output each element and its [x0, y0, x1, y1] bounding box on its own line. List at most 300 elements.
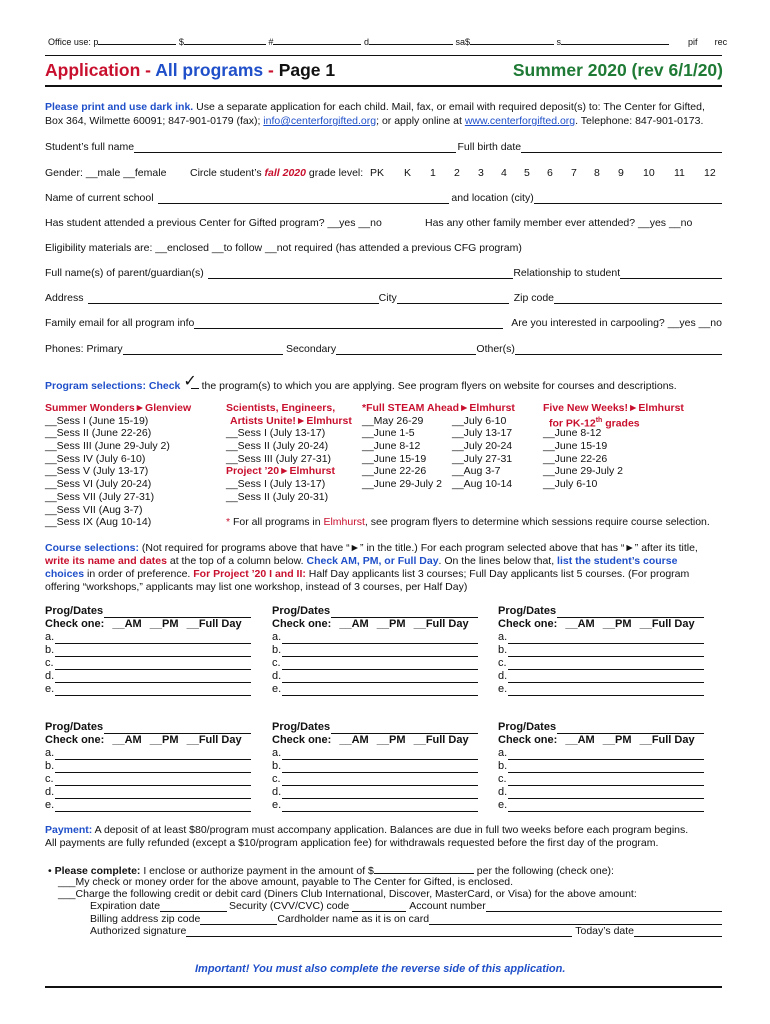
five-new-weeks-grades-sup: th [595, 416, 603, 424]
prog-dates-row [498, 605, 704, 618]
pm-option[interactable]: __PM [149, 734, 179, 746]
primary-phone-label: Phones: Primary [45, 343, 123, 355]
full-day-option[interactable]: __Full Day [639, 734, 695, 746]
office-s-field[interactable] [561, 34, 669, 45]
website-link[interactable]: www.centerforgifted.org [464, 115, 576, 127]
prog-dates-field[interactable] [331, 723, 478, 734]
program-selections-rest: the program(s) to which you are applying. See program flyers on website for courses and descriptions. [198, 380, 677, 392]
session-option[interactable]: __June 15-19 [543, 440, 608, 453]
course-choice-field[interactable] [282, 775, 478, 786]
course-choice-field[interactable] [55, 685, 251, 696]
full-day-option[interactable]: __Full Day [639, 618, 695, 630]
five-new-weeks-grades-a: for PK-12 [549, 417, 596, 430]
course-choice-line [498, 760, 704, 773]
five-new-weeks-grades-b: grades [602, 417, 640, 430]
prog-dates-field[interactable] [557, 607, 704, 618]
prog-dates-row [272, 605, 478, 618]
page-title [45, 60, 335, 81]
full-day-option[interactable]: __Full Day [413, 734, 469, 746]
full-day-option[interactable]: __Full Day [186, 618, 242, 630]
signature-label: Authorized signature [90, 925, 187, 937]
previous-program-question[interactable]: Has student attended a previous Center for Gifted program? __yes __no [45, 217, 382, 229]
course-choice-field[interactable] [508, 801, 704, 812]
parents-row [45, 267, 722, 279]
course-choice-line [272, 683, 478, 696]
email-link[interactable]: info@centerforgifted.org [263, 115, 377, 127]
full-day-option[interactable]: __Full Day [186, 734, 242, 746]
am-option[interactable]: __AM [339, 618, 369, 630]
birth-date-label: Full birth date [457, 141, 522, 153]
course-selection-block [498, 721, 704, 812]
am-option[interactable]: __AM [112, 618, 142, 630]
course-choice-field[interactable] [508, 672, 704, 683]
intro-line-2 [45, 115, 703, 127]
check-one-label: Check one: [45, 618, 105, 630]
school-row [45, 192, 722, 204]
course-selections-p1: (Not required for programs above that have “►” in the title.) For each program selected above that has “►” after its title, [138, 542, 698, 554]
course-choice-field[interactable] [508, 762, 704, 773]
check-one-row [272, 734, 478, 747]
course-choice-line [45, 644, 251, 657]
course-choice-letter: b. [272, 644, 282, 656]
office-d-field[interactable] [369, 34, 453, 45]
course-choice-line [272, 747, 478, 760]
title-page: Page 1 [278, 60, 336, 80]
pm-option[interactable]: __PM [376, 618, 406, 630]
expiration-field[interactable] [160, 901, 227, 912]
session-option[interactable]: __June 29-July 2 [362, 478, 442, 491]
course-choice-line [45, 760, 251, 773]
session-option[interactable]: __Sess I (June 15-19) [45, 414, 149, 427]
charge-option-row [58, 888, 637, 900]
gender-row [45, 167, 166, 179]
session-option[interactable]: __July 6-10 [452, 414, 507, 427]
course-selections-p2-mid: at the top of a column below. [166, 555, 307, 567]
birth-date-field[interactable] [521, 142, 722, 153]
course-choice-field[interactable] [508, 685, 704, 696]
check-one-row [45, 734, 251, 747]
course-choice-field[interactable] [55, 633, 251, 644]
course-choice-letter: c. [272, 657, 281, 669]
office-d-label: d [363, 37, 369, 47]
important-notice: Important! You must also complete the reverse side of this application. [195, 963, 566, 975]
course-choice-field[interactable] [282, 801, 478, 812]
please-complete-label: Please complete: [54, 865, 141, 877]
course-choice-letter: d. [272, 670, 282, 682]
course-choice-line [272, 786, 478, 799]
previous-program-row [45, 217, 382, 229]
course-choice-letter: d. [45, 670, 55, 682]
course-choice-letter: e. [498, 799, 508, 811]
course-selections-p2-rest: . On the lines below that, [438, 555, 558, 567]
todays-date-label: Today’s date [575, 925, 634, 937]
secondary-phone-label: Secondary [285, 343, 337, 355]
office-use-label: Office use: p [48, 37, 99, 47]
check-payment-option[interactable]: ___My check or money order for the above amount, payable to The Center for Gifted, is enclosed. [58, 876, 514, 888]
course-choice-line [498, 799, 704, 812]
payment-amount-field[interactable] [374, 863, 474, 874]
course-choice-field[interactable] [508, 659, 704, 670]
course-selections-line-3 [45, 568, 689, 580]
course-choice-letter: e. [45, 683, 55, 695]
prog-dates-label: Prog/Dates [45, 605, 104, 617]
office-use-line [48, 34, 728, 47]
session-option[interactable]: __Sess V (July 13-17) [45, 465, 149, 478]
course-choice-letter: a. [45, 747, 55, 759]
primary-phone-field[interactable] [123, 344, 283, 355]
session-option[interactable]: __Sess II (July 20-24) [226, 440, 329, 453]
office-rec-label: rec [714, 37, 728, 47]
check-one-row [45, 618, 251, 631]
office-hash-field[interactable] [273, 34, 361, 45]
course-choice-line [45, 799, 251, 812]
check-one-row [498, 734, 704, 747]
course-choice-letter: c. [498, 773, 507, 785]
expiration-label: Expiration date [90, 900, 161, 912]
course-choice-field[interactable] [282, 685, 478, 696]
session-option[interactable]: __Sess I (July 13-17) [226, 478, 326, 491]
course-selections-line-2 [45, 555, 677, 567]
course-choice-field[interactable] [508, 775, 704, 786]
grade-option[interactable]: 6 [547, 167, 553, 179]
course-choice-letter: a. [272, 747, 282, 759]
office-s-label: s [556, 37, 562, 47]
grade-option[interactable]: K [404, 167, 412, 179]
session-option[interactable]: __June 22-26 [543, 452, 608, 465]
grade-option[interactable]: 1 [430, 167, 436, 179]
course-choice-field[interactable] [282, 633, 478, 644]
course-choice-line [45, 631, 251, 644]
course-choice-letter: a. [498, 631, 508, 643]
am-option[interactable]: __AM [565, 618, 595, 630]
course-choice-letter: c. [45, 773, 54, 785]
address-field[interactable] [88, 293, 379, 304]
am-option[interactable]: __AM [339, 734, 369, 746]
intro-line-1 [45, 101, 705, 113]
session-option[interactable]: __Sess II (July 20-31) [226, 490, 329, 503]
office-p-field[interactable] [98, 34, 176, 45]
session-option[interactable]: __Sess VII (Aug 3-7) [45, 503, 143, 516]
course-selections-p3-mid: in order of preference. [84, 568, 194, 580]
session-option[interactable]: __July 27-31 [452, 452, 513, 465]
session-option[interactable]: __June 15-19 [362, 452, 427, 465]
enclose-text: I enclose or authorize payment in the amount of $ [140, 865, 374, 877]
am-option[interactable]: __AM [112, 734, 142, 746]
session-option[interactable]: __June 29-July 2 [543, 465, 623, 478]
session-option[interactable]: __Sess III (June 29-July 2) [45, 440, 170, 453]
session-option[interactable]: __Aug 3-7 [452, 465, 501, 478]
relationship-field[interactable] [620, 268, 722, 279]
card-row-3 [90, 925, 722, 937]
course-choice-line [272, 631, 478, 644]
course-selection-block [498, 605, 704, 696]
current-school-label: Name of current school [45, 192, 154, 204]
scientists-title-2: Artists Unite!►Elmhurst [230, 414, 352, 427]
payment-line-2 [45, 837, 658, 849]
todays-date-field[interactable] [634, 926, 722, 937]
prog-dates-label: Prog/Dates [45, 721, 104, 733]
card-row-1 [90, 900, 722, 912]
family-email-field[interactable] [194, 318, 503, 329]
session-option[interactable]: __June 8-12 [543, 427, 602, 440]
top-divider [45, 55, 722, 56]
course-choice-line [272, 670, 478, 683]
session-option[interactable]: __July 13-17 [452, 427, 513, 440]
course-choice-line [272, 657, 478, 670]
full-steam-list-a [362, 415, 452, 491]
city-field[interactable] [397, 293, 509, 304]
prog-dates-field[interactable] [104, 607, 251, 618]
scientists-column [226, 402, 361, 504]
course-choice-letter: b. [498, 644, 508, 656]
course-choice-field[interactable] [55, 659, 251, 670]
billing-zip-field[interactable] [200, 914, 277, 925]
pm-option[interactable]: __PM [149, 618, 179, 630]
phones-row [45, 343, 722, 355]
course-choice-line [45, 670, 251, 683]
office-dollar-label: $ [178, 37, 184, 47]
summer-wonders-column [45, 402, 220, 529]
course-selection-block [272, 721, 478, 812]
billing-zip-label: Billing address zip code [90, 913, 201, 925]
course-choice-field[interactable] [55, 749, 251, 760]
course-choice-line [272, 644, 478, 657]
pm-option[interactable]: __PM [602, 734, 632, 746]
grade-label [190, 167, 363, 179]
course-selections-line-1 [45, 542, 698, 554]
course-choice-letter: b. [498, 760, 508, 772]
course-choice-line [45, 657, 251, 670]
five-new-weeks-column [543, 402, 713, 491]
five-new-weeks-title-1: Five New Weeks!►Elmhurst [543, 402, 684, 414]
prog-dates-field[interactable] [331, 607, 478, 618]
course-choice-field[interactable] [55, 762, 251, 773]
course-choice-line [498, 670, 704, 683]
bottom-divider [45, 986, 722, 988]
prog-dates-field[interactable] [104, 723, 251, 734]
family-member-question[interactable]: Has any other family member ever attended? __yes __no [425, 217, 693, 229]
course-choice-letter: b. [45, 760, 55, 772]
prog-dates-label: Prog/Dates [272, 605, 331, 617]
session-option[interactable]: __Sess IX (Aug 10-14) [45, 516, 152, 529]
course-choice-letter: d. [272, 786, 282, 798]
session-option[interactable]: __June 8-12 [362, 440, 421, 453]
footnote-text-a: For all programs in [233, 516, 324, 528]
session-option[interactable]: __Sess IV (July 6-10) [45, 452, 146, 465]
payment-line-1 [45, 824, 688, 836]
course-selections-label: Course selections: [45, 542, 139, 554]
checkmark-icon: ✓ [183, 373, 197, 390]
gender-options[interactable]: Gender: __male __female [45, 167, 167, 179]
student-name-field[interactable] [134, 142, 455, 153]
carpooling-question[interactable]: Are you interested in carpooling? __yes __no [511, 317, 722, 329]
course-choice-line [498, 773, 704, 786]
course-choice-field[interactable] [55, 672, 251, 683]
student-name-label: Student’s full name [45, 141, 135, 153]
course-choice-line [498, 747, 704, 760]
course-choice-field[interactable] [282, 659, 478, 670]
location-city-field[interactable] [534, 193, 722, 204]
grade-option[interactable]: 2 [454, 167, 460, 179]
grade-option[interactable]: 10 [643, 167, 655, 179]
course-selections-p2-red: write its name and dates [45, 555, 167, 567]
bullet-icon: • [48, 865, 52, 877]
session-option[interactable]: __Sess VII (July 27-31) [45, 490, 155, 503]
session-option[interactable]: __Sess I (July 13-17) [226, 427, 326, 440]
account-number-label: Account number [409, 900, 486, 912]
course-selections-p2-blue: Check AM, PM, or Full Day [306, 555, 439, 567]
session-option[interactable]: __July 20-24 [452, 440, 513, 453]
parent-names-field[interactable] [208, 268, 514, 279]
course-choice-line [498, 657, 704, 670]
course-selections-p3-blue: choices [45, 568, 85, 580]
secondary-phone-field[interactable] [336, 344, 476, 355]
office-dollar-field[interactable] [184, 34, 266, 45]
course-choice-field[interactable] [55, 788, 251, 799]
course-selection-block [45, 605, 251, 696]
per-following-text: per the following (check one): [473, 865, 614, 877]
session-option[interactable]: __May 26-29 [362, 414, 424, 427]
charge-card-option[interactable]: ___Charge the following credit or debit card (Diners Club International, Discover, MasterCard, or Visa) for the above amount: [58, 888, 637, 900]
intro-line2-b: ; or apply online at [376, 115, 465, 127]
full-steam-list-b [452, 415, 532, 491]
course-choice-field[interactable] [282, 672, 478, 683]
course-choice-line [498, 631, 704, 644]
card-row-2 [90, 913, 722, 925]
program-selections-check: Check [145, 380, 184, 392]
current-school-field[interactable] [158, 193, 450, 204]
course-choice-line [45, 683, 251, 696]
course-choice-letter: c. [498, 657, 507, 669]
course-choice-letter: a. [498, 747, 508, 759]
security-code-field[interactable] [352, 901, 406, 912]
elmhurst-footnote [226, 516, 710, 528]
course-choice-letter: e. [272, 683, 282, 695]
check-one-row [272, 618, 478, 631]
full-day-option[interactable]: __Full Day [413, 618, 469, 630]
course-selections-p3-red: For Project ’20 I and II: [193, 568, 306, 580]
project-20-title: Project ’20►Elmhurst [226, 465, 336, 478]
program-selections-label: Program selections: [45, 380, 146, 392]
prog-dates-field[interactable] [557, 723, 704, 734]
cardholder-field[interactable] [429, 914, 722, 925]
eligibility-row [45, 242, 522, 254]
course-choice-field[interactable] [282, 646, 478, 657]
course-choice-field[interactable] [508, 788, 704, 799]
office-sa-field[interactable] [470, 34, 554, 45]
course-choice-letter: c. [45, 657, 54, 669]
course-selections-p3-rest: Half Day applicants list 3 courses; Full Day applicants list 5 courses. (For program [305, 568, 690, 580]
grade-option[interactable]: 7 [571, 167, 577, 179]
office-sa-label: sa$ [455, 37, 470, 47]
title-divider [45, 85, 722, 87]
course-choice-field[interactable] [55, 646, 251, 657]
city-label: City [378, 292, 397, 304]
parent-names-label: Full name(s) of parent/guardian(s) [45, 267, 204, 279]
intro-bold: Please print and use dark ink. [45, 101, 194, 113]
title-dash-1: - [140, 60, 156, 80]
footnote-star: * [226, 516, 234, 528]
course-choice-field[interactable] [282, 749, 478, 760]
title-all-programs: All programs [155, 60, 264, 80]
office-hash-label: # [268, 37, 274, 47]
course-selections-line-4 [45, 581, 467, 593]
course-choice-field[interactable] [55, 801, 251, 812]
zip-field[interactable] [554, 293, 722, 304]
session-option[interactable]: __Sess VI (July 20-24) [45, 478, 152, 491]
grade-option[interactable]: 5 [524, 167, 530, 179]
course-choice-line [498, 786, 704, 799]
course-choice-field[interactable] [282, 762, 478, 773]
course-choice-letter: d. [45, 786, 55, 798]
grade-option[interactable]: 11 [674, 167, 685, 179]
course-choice-field[interactable] [508, 633, 704, 644]
session-option[interactable]: __Sess III (July 27-31) [226, 452, 332, 465]
grade-label-a: Circle student’s [190, 167, 265, 179]
session-option[interactable]: __July 6-10 [543, 478, 598, 491]
course-choice-line [45, 747, 251, 760]
session-option[interactable]: __June 22-26 [362, 465, 427, 478]
signature-field[interactable] [186, 926, 572, 937]
course-choice-letter: e. [498, 683, 508, 695]
zip-label: Zip code [513, 292, 555, 304]
grade-option[interactable]: PK [370, 167, 385, 179]
course-selection-block [272, 605, 478, 696]
pm-option[interactable]: __PM [602, 618, 632, 630]
session-option[interactable]: __Aug 10-14 [452, 478, 513, 491]
session-option[interactable]: __June 1-5 [362, 427, 415, 440]
course-choice-field[interactable] [282, 788, 478, 799]
account-number-field[interactable] [486, 901, 722, 912]
check-one-label: Check one: [45, 734, 105, 746]
session-option[interactable]: __Sess II (June 22-26) [45, 427, 152, 440]
grade-option[interactable]: 8 [594, 167, 600, 179]
intro-line2-c: . Telephone: 847-901-0173. [575, 115, 704, 127]
course-choice-letter: e. [272, 799, 282, 811]
am-option[interactable]: __AM [565, 734, 595, 746]
footnote-text-b: , see program flyers to determine which sessions require course selection. [364, 516, 710, 528]
course-choice-field[interactable] [55, 775, 251, 786]
grade-option[interactable]: 3 [478, 167, 484, 179]
course-selections-p4: offering “workshops,” applicants may list one workshop, instead of 3 courses, per Half Day) [45, 581, 468, 593]
eligibility-options[interactable]: Eligibility materials are: __enclosed __to follow __not required (has attended a previous CFG program) [45, 242, 522, 254]
other-phones-field[interactable] [515, 344, 722, 355]
prog-dates-row [45, 721, 251, 734]
location-city-label: and location (city) [451, 192, 534, 204]
prog-dates-row [498, 721, 704, 734]
course-choice-line [45, 773, 251, 786]
course-choice-line [272, 760, 478, 773]
check-one-label: Check one: [272, 734, 332, 746]
fall-2020: fall 2020 [264, 167, 306, 179]
prog-dates-label: Prog/Dates [498, 605, 557, 617]
footnote-elmhurst: Elmhurst [323, 516, 365, 528]
course-choice-letter: d. [498, 670, 508, 682]
grade-option[interactable]: 9 [618, 167, 624, 179]
prog-dates-row [45, 605, 251, 618]
course-choice-letter: c. [272, 773, 281, 785]
payment-line1-text: A deposit of at least $80/program must accompany application. Balances are due in full two weeks before each program begins. [92, 824, 689, 836]
grade-option[interactable]: 4 [501, 167, 507, 179]
family-email-label: Family email for all program info [45, 317, 195, 329]
course-choice-field[interactable] [508, 749, 704, 760]
prog-dates-label: Prog/Dates [272, 721, 331, 733]
address-row [45, 292, 722, 304]
course-choice-field[interactable] [508, 646, 704, 657]
full-steam-column [362, 402, 532, 491]
grade-option[interactable]: 12 [704, 167, 716, 179]
pm-option[interactable]: __PM [376, 734, 406, 746]
